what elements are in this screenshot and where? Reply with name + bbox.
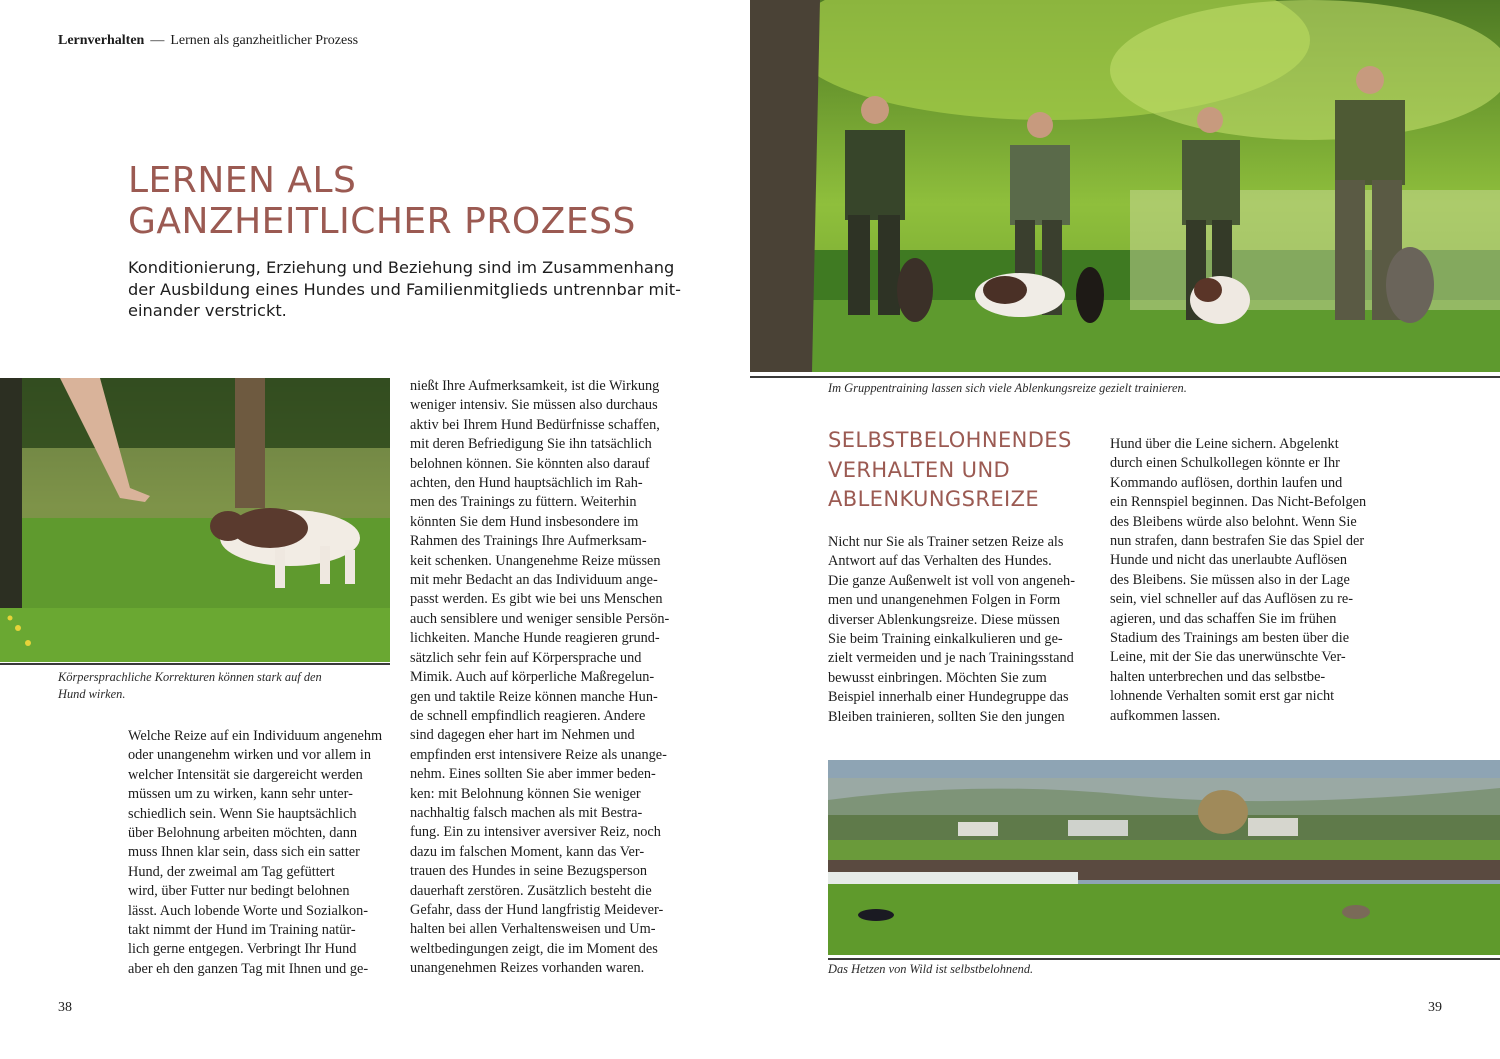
body-column-2 bbox=[410, 377, 669, 979]
text-line: halten unterbrechen und das selbstbe- bbox=[1110, 668, 1326, 685]
page-number-right: 39 bbox=[1428, 1000, 1442, 1015]
text-line: lohnende Verhalten somit erst gar nicht bbox=[1110, 688, 1335, 705]
text-line: mit deren Befriedigung Sie ihn tatsächlich bbox=[410, 436, 652, 453]
running-head bbox=[58, 33, 358, 49]
text-line: zielt vermeiden und je nach Trainingsstand bbox=[828, 650, 1074, 667]
caption-line: Hund wirken. bbox=[58, 687, 126, 701]
caption-line: Im Gruppentraining lassen sich viele Ablenkungsreize gezielt trainieren. bbox=[828, 381, 1187, 395]
text-line: welcher Intensität sie dargereicht werden bbox=[128, 766, 363, 783]
text-line: sind dagegen eher hart im Nehmen und bbox=[410, 727, 635, 744]
text-line: achten, den Hund hauptsächlich im Rah- bbox=[410, 475, 643, 492]
text-line: über Belohnung arbeiten möchten, dann bbox=[128, 825, 358, 842]
text-line: agieren, und das schaffen Sie im frühen bbox=[1110, 610, 1337, 627]
body-column-1 bbox=[128, 727, 382, 979]
text-line: mit mehr Bedacht an das Individuum ange- bbox=[410, 572, 658, 589]
text-line: Hunde und nicht das unerlaubte Auflösen bbox=[1110, 552, 1348, 569]
text-line: Welche Reize auf ein Individuum angenehm bbox=[128, 728, 383, 744]
running-head-chapter: Lernen als ganzheitlicher Prozess bbox=[170, 33, 359, 48]
text-line: des Bleibens würde also belohnt. Wenn Sie bbox=[1110, 513, 1357, 530]
text-line: Nicht nur Sie als Trainer setzen Reize als bbox=[828, 534, 1064, 550]
text-line: sätzlich sehr fein auf Körpersprache und bbox=[410, 649, 642, 666]
text-line: ken: mit Belohnung können Sie weniger bbox=[410, 785, 641, 802]
text-line: men des Trainings zu füttern. Weiterhin bbox=[410, 494, 637, 511]
text-line: Leine, mit der Sie das unerwünschte Ver- bbox=[1110, 649, 1346, 666]
text-line: sein, viel schneller auf das Auflösen zu re- bbox=[1110, 591, 1353, 608]
photo-field-chase bbox=[828, 760, 1500, 955]
text-line: muss Ihnen klar sein, dass sich ein satter bbox=[128, 844, 360, 861]
text-line: schiedlich sein. Wenn Sie hauptsächlich bbox=[128, 805, 357, 822]
text-line: Gefahr, dass der Hund langfristig Meidever- bbox=[410, 901, 664, 918]
text-line: wird, über Futter nur bedingt belohnen bbox=[128, 883, 350, 900]
text-line: passt werden. Es gibt wie bei uns Menschen bbox=[410, 591, 663, 608]
group-photo-rule bbox=[750, 376, 1500, 378]
text-line: weniger intensiv. Sie müssen also durchaus bbox=[410, 397, 658, 414]
text-line: diverser Ablenkungsreize. Diese müssen bbox=[828, 611, 1060, 628]
lead-line: Konditionierung, Erziehung und Beziehung sind im Zusammenhang bbox=[128, 258, 675, 277]
heading-line: SELBSTBELOHNENDES bbox=[828, 428, 1072, 452]
text-line: durch einen Schulkollegen könnte er Ihr bbox=[1110, 455, 1340, 472]
page-title bbox=[128, 160, 688, 242]
text-line: nun strafen, dann bestrafen Sie das Spiel der bbox=[1110, 533, 1365, 550]
text-line: aufkommen lassen. bbox=[1110, 707, 1221, 724]
text-line: oder unangenehm wirken und vor allem in bbox=[128, 747, 371, 764]
photo-rule bbox=[0, 663, 390, 665]
text-line: belohnen können. Sie könnten also darauf bbox=[410, 455, 650, 472]
text-line: halten bei allen Verhaltensweisen und Um- bbox=[410, 921, 656, 938]
title-line: GANZHEITLICHER PROZESS bbox=[128, 201, 636, 242]
lead-line: der Ausbildung eines Hundes und Familienmitglieds untrennbar mit- bbox=[128, 279, 681, 299]
text-line: nehm. Eines sollten Sie aber immer beden- bbox=[410, 766, 656, 783]
text-line: aber eh den ganzen Tag mit Ihnen und ge- bbox=[128, 960, 369, 977]
text-line: keit schenken. Unangenehme Reize müssen bbox=[410, 552, 661, 569]
text-line: Hund über die Leine sichern. Abgelenkt bbox=[1110, 436, 1339, 452]
text-line: auch sensiblere und weniger sensible Persön- bbox=[410, 610, 670, 627]
text-line: Kommando auflösen, dorthin laufen und bbox=[1110, 474, 1343, 491]
photo-body-language-correction bbox=[0, 378, 390, 662]
text-line: dauerhaft zerstören. Zusätzlich besteht die bbox=[410, 882, 652, 899]
text-line: unangenehmen Reizes vorhanden waren. bbox=[410, 960, 645, 977]
text-line: Beispiel innerhalb einer Hundegruppe das bbox=[828, 689, 1069, 706]
heading-line: ABLENKUNGSREIZE bbox=[828, 487, 1040, 511]
text-line: trauen des Hundes in seine Bezugsperson bbox=[410, 863, 648, 880]
lead-paragraph bbox=[128, 257, 688, 322]
text-line: dazu im falschen Moment, kann das Ver- bbox=[410, 843, 645, 860]
text-line: bewusst einbringen. Möchten Sie zum bbox=[828, 669, 1047, 686]
field-photo-caption bbox=[828, 961, 1033, 978]
group-photo-caption bbox=[828, 380, 1187, 397]
text-line: müssen um zu wirken, kann sehr unter- bbox=[128, 786, 353, 803]
body-column-3 bbox=[828, 533, 1075, 727]
text-line: Die ganze Außenwelt ist voll von angeneh- bbox=[828, 572, 1075, 589]
text-line: Sie beim Training einkalkulieren und ge- bbox=[828, 631, 1063, 648]
text-line: nießt Ihre Aufmerksamkeit, ist die Wirkung bbox=[410, 378, 660, 394]
text-line: Antwort auf das Verhalten des Hundes. bbox=[828, 553, 1052, 570]
photo-group-training bbox=[750, 0, 1500, 372]
page-number-left: 38 bbox=[58, 1000, 72, 1015]
text-line: ein Rennspiel beginnen. Das Nicht-Befolgen bbox=[1110, 494, 1367, 511]
text-line: lichkeiten. Manche Hunde reagieren grund- bbox=[410, 630, 660, 647]
text-line: takt nimmt der Hund im Training natür- bbox=[128, 922, 356, 939]
text-line: empfinden erst intensivere Reize als unange- bbox=[410, 746, 667, 763]
section-heading bbox=[828, 426, 1072, 515]
text-line: Mimik. Auch auf körperliche Maßregelun- bbox=[410, 669, 655, 686]
photo-caption bbox=[58, 669, 322, 703]
heading-line: VERHALTEN UND bbox=[828, 457, 1011, 482]
text-line: nachhaltig falsch machen als mit Bestra- bbox=[410, 804, 643, 821]
text-line: lässt. Auch lobende Worte und Sozialkon- bbox=[128, 902, 369, 919]
text-line: men und unangenehmen Folgen in Form bbox=[828, 592, 1061, 609]
caption-line: Das Hetzen von Wild ist selbstbelohnend. bbox=[828, 962, 1034, 976]
text-line: weltbedingungen zeigt, die im Moment des bbox=[410, 940, 658, 957]
title-line: LERNEN ALS bbox=[128, 160, 357, 201]
text-line: lich gerne entgegen. Verbringt Ihr Hund bbox=[128, 941, 357, 958]
field-photo-rule bbox=[828, 958, 1500, 960]
text-line: de schnell empfindlich reagieren. Andere bbox=[410, 707, 646, 724]
lead-line: einander verstrickt. bbox=[128, 301, 287, 321]
text-line: fung. Ein zu intensiver aversiver Reiz, noch bbox=[410, 824, 661, 841]
body-column-4 bbox=[1110, 435, 1366, 726]
running-head-separator: — bbox=[150, 33, 165, 48]
text-line: gen und taktile Reize können manche Hun- bbox=[410, 688, 658, 705]
text-line: Hund, der zweimal am Tag gefüttert bbox=[128, 863, 335, 880]
text-line: Stadium des Trainings am besten über die bbox=[1110, 630, 1350, 647]
running-head-section: Lernverhalten bbox=[58, 33, 145, 48]
text-line: des Bleibens. Sie müssen also in der Lage bbox=[1110, 571, 1350, 588]
caption-line: Körpersprachliche Korrekturen können stark auf den bbox=[58, 670, 322, 684]
text-line: Rahmen des Trainings Ihre Aufmerksam- bbox=[410, 533, 647, 550]
text-line: Bleiben trainieren, sollten Sie den jungen bbox=[828, 708, 1065, 725]
text-line: könnten Sie dem Hund insbesondere im bbox=[410, 513, 639, 530]
text-line: aktiv bei Ihrem Hund Bedürfnisse schaffen, bbox=[410, 416, 660, 433]
